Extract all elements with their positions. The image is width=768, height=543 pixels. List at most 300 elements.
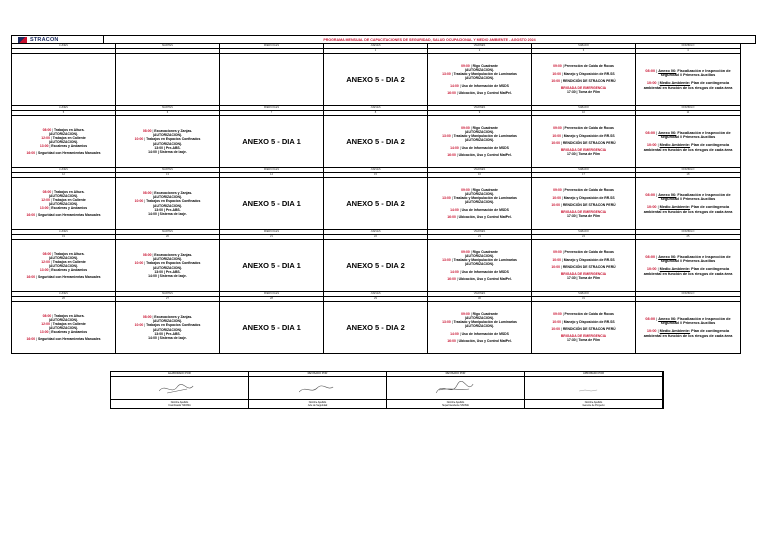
training-line: 10:00 | Manejo y Disposición de RR.SS xyxy=(552,133,615,138)
training-time: 08:00 xyxy=(645,316,656,321)
training-line: 10:00 | Manejo y Disposición de RR.SS xyxy=(552,319,615,324)
training-time: 08:00 xyxy=(42,189,52,194)
training-text: Uso de Información de MSDS xyxy=(461,269,509,274)
weekday-label: MIÉRCOLES xyxy=(220,44,324,49)
training-text: Escaleras y Andamios xyxy=(51,268,88,272)
training-text: Prevención de Caída de Rocas xyxy=(564,188,614,193)
weekday-label: JUEVES xyxy=(324,44,428,49)
annex-label: ANEXO 5 - DIA 2 xyxy=(346,75,405,84)
training-line xyxy=(465,324,494,328)
day-number: 7 xyxy=(220,111,324,116)
training-text: Excavaciones y Zanjas. xyxy=(154,315,193,320)
weekday-label: LUNES xyxy=(12,168,116,173)
day-cell-sunday xyxy=(636,240,741,292)
weekday-label: MARTES xyxy=(116,230,220,235)
training-line: 08:00 | Trabajos en Altura. xyxy=(42,189,85,194)
training-line xyxy=(567,276,600,280)
training-time: 10:00 xyxy=(551,265,561,270)
training-time: 08:00 xyxy=(645,192,656,197)
training-line: 14:00 | Uso de Información de MSDS xyxy=(450,207,509,212)
handwritten-signature xyxy=(425,381,485,397)
training-text: Ubicación, Uso y Control MatPel. xyxy=(458,152,512,157)
training-time: 08:00 xyxy=(142,253,152,258)
training-text: 17:30 | Toma de Film xyxy=(566,152,601,157)
training-topic: Medio Ambiente: xyxy=(659,81,691,86)
signatory-name xyxy=(387,400,525,409)
day-cell-wednesday xyxy=(220,116,324,168)
training-line: 10:00 | Manejo y Disposición de RR.SS xyxy=(552,257,615,262)
training-line: 09:00 | Prevención de Caída de Rocas xyxy=(553,188,614,193)
training-text: Prevención de Caída de Rocas xyxy=(564,250,614,255)
weekday-label: SÁBADO xyxy=(532,168,636,173)
training-line: 10:00 | Manejo y Disposición de RR.SS xyxy=(552,71,615,76)
day-number: 30 xyxy=(428,297,532,302)
day-cell-wednesday xyxy=(220,240,324,292)
signatory-line: Superintendente SSOMA xyxy=(442,403,469,407)
training-time: 10:00 xyxy=(552,195,562,200)
training-topic: Anexo 06: xyxy=(658,68,677,73)
training-text: Rigo Cuadrante xyxy=(472,64,498,69)
annex-label: ANEXO 5 - DIA 2 xyxy=(346,137,405,146)
day-cell-tuesday xyxy=(116,240,220,292)
training-text: Trabajos en Altura. xyxy=(54,127,85,132)
signature-block xyxy=(110,371,664,409)
training-text: Uso de Información de MSDS xyxy=(461,83,509,88)
signatory-name xyxy=(249,400,387,409)
training-topic: Anexo 06: xyxy=(658,254,677,259)
training-text: Plan de contingencia ambiental en función de los riesgos de cada área xyxy=(643,81,733,90)
training-time: 09:00 xyxy=(461,64,470,69)
training-time: 08:00 xyxy=(42,127,52,132)
training-text: (AUTORIZACION). xyxy=(152,319,183,324)
annex-label: ANEXO 5 - DIA 1 xyxy=(242,323,301,332)
day-cell-sunday xyxy=(636,178,741,230)
training-text: Excavaciones y Zanjas. xyxy=(154,253,193,258)
training-time: 10:00 xyxy=(552,133,562,138)
training-text: Uso de Información de MSDS xyxy=(461,145,509,150)
day-cell-monday xyxy=(12,178,116,230)
day-number: 15 xyxy=(324,173,428,178)
training-line: 16:00 | Ubicación, Uso y Control MatPel. xyxy=(447,338,512,343)
signatory-line: Nombre Apellido xyxy=(446,400,465,404)
weekday-label: VIERNES xyxy=(428,44,532,49)
training-time: 13:00 xyxy=(442,320,451,325)
training-line: 10:00 | Medio Ambiente: Plan de contingencia ambiental en función de los riesgos de cada área xyxy=(643,143,733,152)
day-cell-monday xyxy=(12,302,116,354)
training-text: Manejo y Disposición de RR.SS xyxy=(563,319,615,324)
training-text: (AUTORIZACION). xyxy=(48,139,79,144)
training-text: 17:30 | Toma de Film xyxy=(566,338,601,343)
signature-area xyxy=(525,377,663,400)
training-time: 13:00 xyxy=(39,206,49,210)
training-text: 13:00 | Pre-ABS. xyxy=(154,331,181,336)
training-line: 09:00 | Rigo Cuadrante xyxy=(461,188,498,193)
training-line: 12:00 | Trabajos en Caliente xyxy=(41,321,86,326)
day-cell-thursday xyxy=(324,178,428,230)
training-topic: Anexo 06: xyxy=(658,192,677,197)
training-text: Seguridad con Herramientas Manuales xyxy=(37,337,101,342)
training-time: 12:00 xyxy=(41,135,50,140)
training-line: 10:00 | Medio Ambiente: Plan de contingencia ambiental en función de los riesgos de cada área xyxy=(643,329,733,338)
training-time: 10:00 xyxy=(551,79,561,84)
training-time: 14:00 xyxy=(450,269,459,274)
weekday-label: VIERNES xyxy=(428,168,532,173)
training-line: 16:00 | Ubicación, Uso y Control MatPel. xyxy=(447,214,512,219)
training-time: 09:00 xyxy=(461,126,470,131)
day-cell-saturday xyxy=(532,240,636,292)
signatory-line: Gerente de Proyecto xyxy=(582,403,605,407)
training-time: 14:00 xyxy=(450,207,459,212)
training-text: (AUTORIZACION). xyxy=(464,200,495,205)
day-number: 27 xyxy=(116,297,220,302)
signatory-name xyxy=(111,400,249,409)
training-time: 10:00 xyxy=(551,203,561,208)
training-time: 13:00 xyxy=(39,268,49,272)
signature-header: REVISADO POR xyxy=(249,372,387,377)
day-cell-thursday xyxy=(324,116,428,168)
training-line: 13:00 | Traslado y Manipulación de Luminarias xyxy=(442,320,517,325)
day-cell-saturday xyxy=(532,54,636,106)
training-text: 17:30 | Toma de Film xyxy=(566,214,601,219)
training-text: Escaleras y Andamios xyxy=(51,144,88,148)
training-topic: Medio Ambiente: xyxy=(659,329,691,334)
signatory-name xyxy=(525,400,663,409)
training-text: Prevención de Caída de Rocas xyxy=(564,312,614,317)
training-text: (AUTORIZACION). xyxy=(48,325,79,330)
training-text: Rigo Cuadrante xyxy=(472,250,498,255)
training-highlight: BRIGADA DE EMERGENCIA xyxy=(560,272,607,277)
training-text: (AUTORIZACION). xyxy=(464,192,495,197)
training-time: 16:00 xyxy=(26,151,36,156)
training-text: (AUTORIZACION). xyxy=(152,265,183,270)
weekday-label: JUEVES xyxy=(324,168,428,173)
training-line xyxy=(465,138,494,142)
training-line: 10:00 | Medio Ambiente: Plan de contingencia ambiental en función de los riesgos de cada área xyxy=(643,81,733,90)
training-text: Plan de contingencia ambiental en función de los riesgos de cada área xyxy=(643,143,733,152)
training-line: 13:00 | Traslado y Manipulación de Luminarias xyxy=(442,72,517,77)
handwritten-signature xyxy=(563,381,623,397)
day-number: 2 xyxy=(428,49,532,54)
training-line: 16:00 | Seguridad con Herramientas Manuales xyxy=(26,151,101,156)
calendar-grid xyxy=(11,44,756,354)
day-cell-monday xyxy=(12,54,116,106)
training-time: 09:00 xyxy=(553,312,562,317)
weekday-label: LUNES xyxy=(12,106,116,111)
training-time: 16:00 xyxy=(26,337,36,342)
annex-label: ANEXO 5 - DIA 1 xyxy=(242,261,301,270)
training-line xyxy=(148,212,187,216)
handwritten-signature xyxy=(149,381,209,397)
training-text: Rigo Cuadrante xyxy=(472,188,498,193)
day-number: 22 xyxy=(324,235,428,240)
training-text: Seguridad con Herramientas Manuales xyxy=(37,151,101,156)
company-logo xyxy=(12,36,104,43)
training-time: 13:00 xyxy=(442,196,451,201)
training-line: 09:00 | Prevención de Caída de Rocas xyxy=(553,64,614,69)
training-text: Seguridad con Herramientas Manuales xyxy=(37,275,101,280)
annex-label: ANEXO 5 - DIA 2 xyxy=(346,199,405,208)
training-time: 13:00 xyxy=(442,72,451,77)
training-highlight: BRIGADA DE EMERGENCIA xyxy=(560,86,607,91)
training-time: 10:00 xyxy=(646,143,657,148)
training-line: 08:00 | Trabajos en Altura. xyxy=(42,251,85,256)
training-highlight: BRIGADA DE EMERGENCIA xyxy=(560,334,607,339)
logo-text: STRACON xyxy=(30,36,59,43)
training-text: Trabajos en Caliente xyxy=(52,259,86,264)
training-line: 08:00 | Anexo 06: Fiscalización e Inspección de seguridad // Primeros Auxilios xyxy=(645,254,731,264)
training-time: 08:00 xyxy=(645,68,656,73)
weekday-label: VIERNES xyxy=(428,292,532,297)
training-time: 10:00 xyxy=(646,81,657,86)
signature-area xyxy=(111,377,249,400)
weekday-label: DOMINGO xyxy=(636,44,741,49)
training-text: (AUTORIZACION). xyxy=(48,193,79,198)
training-line: 10:00 | Trabajos en Espacios Confinados xyxy=(134,137,201,142)
weekday-label: LUNES xyxy=(12,230,116,235)
training-line: 12:00 | Trabajos en Caliente xyxy=(41,259,86,264)
weekday-label: LUNES xyxy=(12,44,116,49)
day-cell-thursday xyxy=(324,240,428,292)
training-line: 08:00 | Trabajos en Altura. xyxy=(42,313,85,318)
day-cell-saturday xyxy=(532,178,636,230)
day-cell-thursday xyxy=(324,302,428,354)
day-number: 5 xyxy=(12,111,116,116)
weekday-label: MIÉRCOLES xyxy=(220,106,324,111)
training-time: 12:00 xyxy=(41,197,50,202)
training-line: 09:00 | Prevención de Caída de Rocas xyxy=(553,250,614,255)
training-text: Excavaciones y Zanjas. xyxy=(154,129,193,134)
training-time: 14:00 xyxy=(450,83,459,88)
signature-header: REVISADO POR xyxy=(387,372,525,377)
training-text: Traslado y Manipulación de Luminarias xyxy=(453,258,517,263)
training-time: 13:00 xyxy=(442,258,451,263)
training-time: 09:00 xyxy=(553,64,562,69)
training-text: Ubicación, Uso y Control MatPel. xyxy=(458,90,512,95)
day-number: 20 xyxy=(116,235,220,240)
training-line: 13:00 | Escaleras y Andamios xyxy=(39,330,88,334)
day-cell-wednesday xyxy=(220,302,324,354)
signatory-line: Jefe de Seguridad xyxy=(307,403,328,407)
training-line: 13:00 | Traslado y Manipulación de Luminarias xyxy=(442,134,517,139)
stracon-logo-icon xyxy=(18,37,27,43)
training-line: 09:00 | Prevención de Caída de Rocas xyxy=(553,312,614,317)
training-text: (AUTORIZACION). xyxy=(48,317,79,322)
signature-header: APROBADO POR xyxy=(525,372,663,377)
training-time: 08:00 xyxy=(42,313,52,318)
training-text: Plan de contingencia ambiental en función de los riesgos de cada área xyxy=(643,205,733,214)
training-text: Manejo y Disposición de RR.SS xyxy=(563,71,615,76)
training-text: Manejo y Disposición de RR.SS xyxy=(563,195,615,200)
training-line: 10:00 | Trabajos en Espacios Confinados xyxy=(134,199,201,204)
training-text: 14:00 | Sistema de Izaje. xyxy=(148,149,187,154)
training-line: 08:00 | Excavaciones y Zanjas. xyxy=(142,129,193,134)
training-line: 13:00 | Traslado y Manipulación de Luminarias xyxy=(442,196,517,201)
training-text: Trabajos en Caliente xyxy=(52,197,86,202)
training-time: 10:00 xyxy=(646,329,657,334)
training-line: 09:00 | Rigo Cuadrante xyxy=(461,64,498,69)
weekday-label: DOMINGO xyxy=(636,106,741,111)
day-number: 23 xyxy=(428,235,532,240)
day-cell-monday xyxy=(12,116,116,168)
training-text: Fiscalización e Inspección de seguridad // Primeros Auxilios xyxy=(660,192,731,202)
training-text: Fiscalización e Inspección de seguridad // Primeros Auxilios xyxy=(660,254,731,264)
training-text: RENDICIÓN DE STRACON PERÚ xyxy=(562,327,616,332)
training-text: (AUTORIZACION). xyxy=(464,68,495,73)
training-time: 10:00 xyxy=(646,205,657,210)
weekday-label: SÁBADO xyxy=(532,292,636,297)
training-time: 10:00 xyxy=(134,261,144,266)
day-number: 10 xyxy=(532,111,636,116)
training-text: Trabajos en Altura. xyxy=(54,313,85,318)
day-number: 31 xyxy=(532,297,636,302)
weekday-label: JUEVES xyxy=(324,292,428,297)
training-text: (AUTORIZACION). xyxy=(48,263,79,268)
training-text: Plan de contingencia ambiental en función de los riesgos de cada área xyxy=(643,267,733,276)
weekday-label: MIÉRCOLES xyxy=(220,230,324,235)
training-text: Uso de Información de MSDS xyxy=(461,331,509,336)
day-number: 1 xyxy=(324,49,428,54)
weekday-label: SÁBADO xyxy=(532,106,636,111)
training-time: 09:00 xyxy=(553,126,562,131)
day-number: 4 xyxy=(636,49,741,54)
day-cell-saturday xyxy=(532,302,636,354)
training-line: 08:00 | Trabajos en Altura. xyxy=(42,127,85,132)
weekday-label: MARTES xyxy=(116,44,220,49)
day-cell-sunday xyxy=(636,54,741,106)
day-cell-friday xyxy=(428,54,532,106)
training-time: 16:00 xyxy=(447,152,456,157)
training-line: 10:00 | Manejo y Disposición de RR.SS xyxy=(552,195,615,200)
training-time: 10:00 xyxy=(552,319,562,324)
training-text: Uso de Información de MSDS xyxy=(461,207,509,212)
day-cell-friday xyxy=(428,302,532,354)
training-line: 16:00 | Seguridad con Herramientas Manuales xyxy=(26,213,101,218)
training-line: 10:00 | Trabajos en Espacios Confinados xyxy=(134,323,201,328)
training-line: 12:00 | Trabajos en Caliente xyxy=(41,135,86,140)
training-line xyxy=(465,262,494,266)
day-number: 8 xyxy=(324,111,428,116)
weekday-label: DOMINGO xyxy=(636,292,741,297)
signatory-line: Coordinador SSOMA xyxy=(168,403,191,407)
training-line xyxy=(567,152,600,156)
annex-label: ANEXO 5 - DIA 1 xyxy=(242,199,301,208)
training-text: RENDICIÓN DE STRACON PERÚ xyxy=(562,203,616,208)
training-text: (AUTORIZACION). xyxy=(464,324,495,329)
training-time: 13:00 xyxy=(39,330,49,334)
training-text: (AUTORIZACION). xyxy=(464,262,495,267)
training-time: 10:00 xyxy=(551,327,561,332)
training-line: 08:00 | Anexo 06: Fiscalización e Inspección de seguridad // Primeros Auxilios xyxy=(645,192,731,202)
signatory-line: Nombre Apellido xyxy=(170,400,189,404)
training-text: Ubicación, Uso y Control MatPel. xyxy=(458,276,512,281)
day-number: 17 xyxy=(532,173,636,178)
signatory-line: Nombre Apellido xyxy=(308,400,327,404)
training-text: Traslado y Manipulación de Luminarias xyxy=(453,72,517,77)
training-line: 13:00 | Escaleras y Andamios xyxy=(39,144,88,148)
training-line: 10:00 | RENDICIÓN DE STRACON PERÚ xyxy=(551,327,616,332)
training-line: 12:00 | Trabajos en Caliente xyxy=(41,197,86,202)
day-number: 28 xyxy=(220,297,324,302)
training-text: (AUTORIZACION). xyxy=(464,254,495,259)
training-line: 10:00 | Medio Ambiente: Plan de contingencia ambiental en función de los riesgos de cada área xyxy=(643,205,733,214)
day-number: 24 xyxy=(532,235,636,240)
training-text: Trabajos en Caliente xyxy=(52,135,86,140)
training-text: (AUTORIZACION). xyxy=(464,76,495,81)
training-text: (AUTORIZACION). xyxy=(464,130,495,135)
weekday-label: MARTES xyxy=(116,106,220,111)
training-text: Prevención de Caída de Rocas xyxy=(564,64,614,69)
signature-header: ELABORADO POR xyxy=(111,372,249,377)
day-number: 16 xyxy=(428,173,532,178)
day-number: 19 xyxy=(12,235,116,240)
day-number: 29 xyxy=(324,297,428,302)
day-cell-tuesday xyxy=(116,116,220,168)
training-text: 13:00 | Pre-ABS. xyxy=(154,207,181,212)
training-text: Traslado y Manipulación de Luminarias xyxy=(453,320,517,325)
training-line: 10:00 | Trabajos en Espacios Confinados xyxy=(134,261,201,266)
training-line xyxy=(465,76,494,80)
training-line: 08:00 | Excavaciones y Zanjas. xyxy=(142,315,193,320)
training-line xyxy=(465,200,494,204)
training-time: 09:00 xyxy=(461,250,470,255)
annex-label: ANEXO 5 - DIA 2 xyxy=(346,323,405,332)
training-line: 10:00 | RENDICIÓN DE STRACON PERÚ xyxy=(551,141,616,146)
training-topic: Medio Ambiente: xyxy=(659,267,691,272)
training-text: 17:30 | Toma de Film xyxy=(566,276,601,281)
training-time: 10:00 xyxy=(134,137,144,142)
training-line: 16:00 | Ubicación, Uso y Control MatPel. xyxy=(447,152,512,157)
signature-area xyxy=(249,377,387,400)
training-line: 08:00 | Anexo 06: Fiscalización e Inspección de seguridad // Primeros Auxilios xyxy=(645,316,731,326)
training-line xyxy=(567,338,600,342)
training-line: 16:00 | Ubicación, Uso y Control MatPel. xyxy=(447,276,512,281)
weekday-label: DOMINGO xyxy=(636,230,741,235)
training-time: 10:00 xyxy=(552,257,562,262)
training-text: Escaleras y Andamios xyxy=(51,206,88,210)
training-time: 08:00 xyxy=(42,251,52,256)
training-topic: Medio Ambiente: xyxy=(659,205,691,210)
day-number: 9 xyxy=(428,111,532,116)
training-line: 10:00 | RENDICIÓN DE STRACON PERÚ xyxy=(551,265,616,270)
day-cell-tuesday xyxy=(116,54,220,106)
training-text: (AUTORIZACION). xyxy=(48,201,79,206)
training-text: Trabajos en Espacios Confinados xyxy=(146,199,201,204)
training-text: RENDICIÓN DE STRACON PERÚ xyxy=(562,79,616,84)
training-text: RENDICIÓN DE STRACON PERÚ xyxy=(562,265,616,270)
training-text: (AUTORIZACION). xyxy=(48,131,79,136)
training-time: 10:00 xyxy=(646,267,657,272)
training-time: 14:00 xyxy=(450,331,459,336)
day-cell-wednesday xyxy=(220,54,324,106)
training-time: 14:00 xyxy=(450,145,459,150)
training-text: RENDICIÓN DE STRACON PERÚ xyxy=(562,141,616,146)
training-text: (AUTORIZACION). xyxy=(48,255,79,260)
training-line: 13:00 | Traslado y Manipulación de Luminarias xyxy=(442,258,517,263)
training-line xyxy=(148,336,187,340)
training-time: 12:00 xyxy=(41,259,50,264)
training-line: 09:00 | Rigo Cuadrante xyxy=(461,312,498,317)
day-number: 6 xyxy=(116,111,220,116)
handwritten-signature xyxy=(287,381,347,397)
training-time: 10:00 xyxy=(551,141,561,146)
training-topic: Anexo 06: xyxy=(658,130,677,135)
day-number: 26 xyxy=(12,297,116,302)
training-time: 08:00 xyxy=(142,191,152,196)
day-number: 21 xyxy=(220,235,324,240)
weekday-label: SÁBADO xyxy=(532,44,636,49)
training-time: 16:00 xyxy=(447,214,456,219)
training-time: 16:00 xyxy=(26,213,36,218)
